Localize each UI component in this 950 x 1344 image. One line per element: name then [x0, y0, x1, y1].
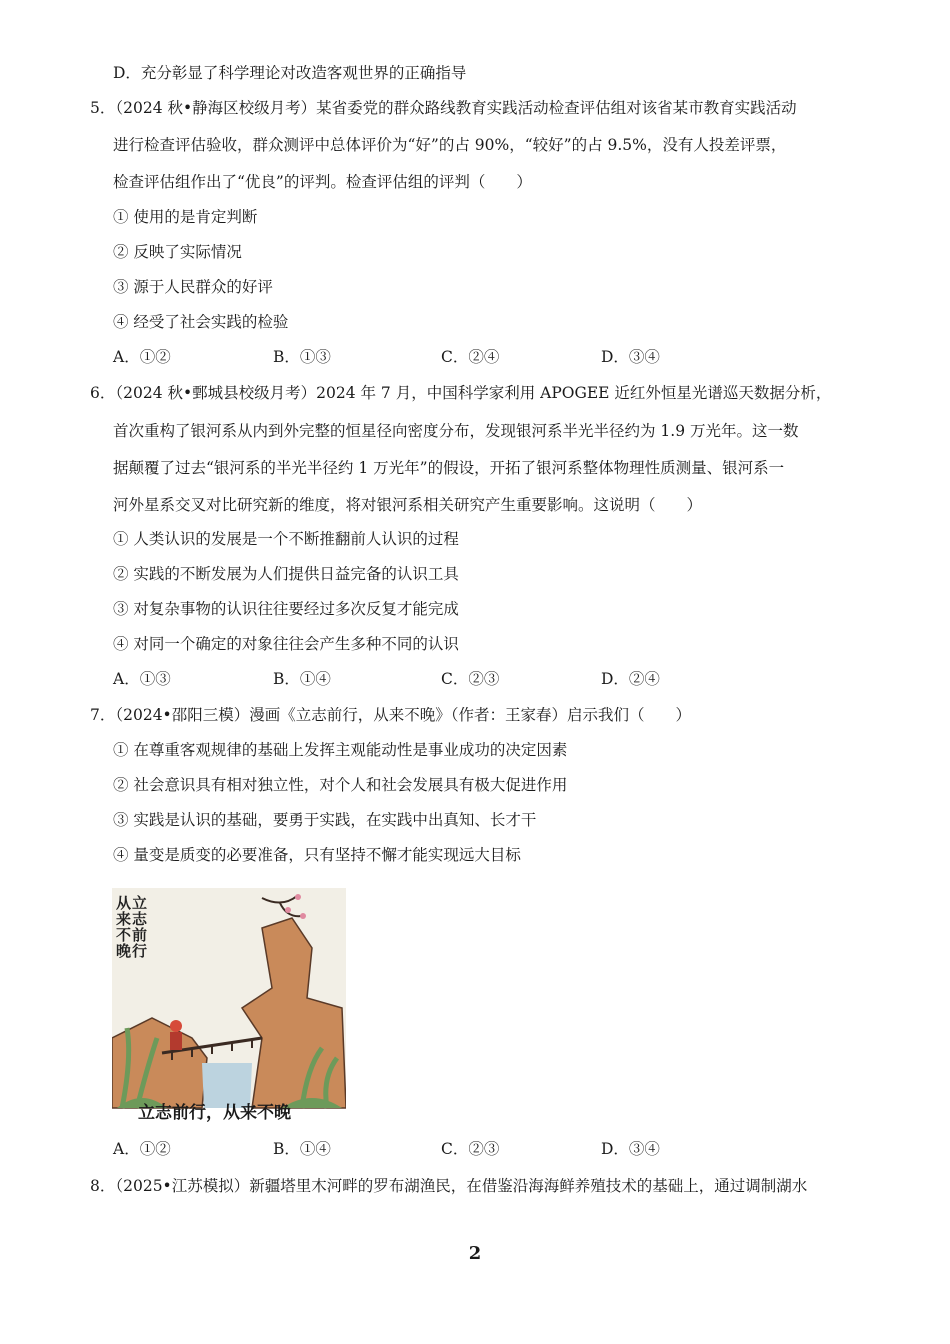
q6-option-d[interactable]: D．②④: [601, 670, 660, 688]
q5-statement-4: ④ 经受了社会实践的检验: [113, 313, 289, 331]
svg-text:立: 立: [132, 894, 148, 912]
q7-statement-1: ① 在尊重客观规律的基础上发挥主观能动性是事业成功的决定因素: [113, 741, 568, 759]
q5-line-1: 5．（2024 秋•静海区校级月考）某省委党的群众路线教育实践活动检查评估组对该省某市教育实践活动: [90, 99, 797, 117]
q6-line-4: 河外星系交叉对比研究新的维度，将对银河系相关研究产生重要影响。这说明（ ）: [113, 496, 703, 514]
q6-statement-1: ① 人类认识的发展是一个不断推翻前人认识的过程: [113, 530, 459, 548]
q5-option-d[interactable]: D．③④: [601, 348, 660, 366]
q6-line-3: 据颠覆了过去“银河系的半光半径约 1 万光年”的假设，开拓了银河系整体物理性质测量、银河系一: [113, 459, 785, 477]
q6-statement-2: ② 实践的不断发展为人们提供日益完备的认识工具: [113, 565, 459, 583]
q5-statement-1: ① 使用的是肯定判断: [113, 208, 258, 226]
page-number: 2: [468, 1243, 482, 1264]
svg-text:志: 志: [132, 910, 148, 928]
comic-vertical-title: [116, 894, 148, 960]
svg-text:前: 前: [132, 926, 148, 944]
q5-option-b[interactable]: B．①③: [273, 348, 331, 366]
svg-text:行: 行: [132, 942, 148, 960]
q5-line-2: 进行检查评估验收，群众测评中总体评价为“好”的占 90%，“较好”的占 9.5%，没有人投差评票，: [113, 136, 787, 154]
q7-option-a[interactable]: A．①②: [113, 1140, 171, 1158]
q7-statement-4: ④ 量变是质变的必要准备，只有坚持不懈才能实现远大目标: [113, 846, 521, 864]
q6-line-1: 6．（2024 秋•鄄城县校级月考）2024 年 7 月，中国科学家利用 APOGEE 近红外恒星光谱巡天数据分析，: [90, 384, 832, 402]
q5-line-3: 检查评估组作出了“优良”的评判。检查评估组的评判（ ）: [113, 173, 532, 191]
q6-line-2: 首次重构了银河系从内到外完整的恒星径向密度分布，发现银河系半光半径约为 1.9 万光年。这一数: [113, 422, 799, 440]
q6-options: [113, 668, 813, 690]
q7-options: [113, 1138, 813, 1160]
q7-statement-2: ② 社会意识具有相对独立性，对个人和社会发展具有极大促进作用: [113, 776, 568, 794]
q5-statement-2: ② 反映了实际情况: [113, 243, 242, 261]
q7-statement-3: ③ 实践是认识的基础，要勇于实践，在实践中出真知、长才干: [113, 811, 537, 829]
q5-options: [113, 346, 813, 368]
q6-option-b[interactable]: B．①④: [273, 670, 331, 688]
q7-option-d[interactable]: D．③④: [601, 1140, 660, 1158]
svg-text:不: 不: [116, 926, 132, 944]
q8-line-1: 8．（2025•江苏模拟）新疆塔里木河畔的罗布湖渔民，在借鉴沿海海鲜养殖技术的基础上，通过调制湖水: [90, 1177, 808, 1195]
q5-statement-3: ③ 源于人民群众的好评: [113, 278, 273, 296]
svg-text:从: 从: [116, 894, 132, 912]
q7-line-1: 7．（2024•邵阳三模）漫画《立志前行，从来不晚》（作者：王家春）启示我们（ ）: [90, 706, 691, 724]
q6-option-c[interactable]: C．②③: [441, 670, 500, 688]
q6-option-a[interactable]: A．①③: [113, 670, 171, 688]
q5-option-a[interactable]: A．①②: [113, 348, 171, 366]
comic-caption: 立志前行，从来不晚: [138, 1103, 291, 1123]
svg-text:来: 来: [116, 910, 132, 928]
option-d-text: D．充分彰显了科学理论对改造客观世界的正确指导: [113, 64, 467, 82]
q5-option-c[interactable]: C．②④: [441, 348, 500, 366]
comic-illustration: [112, 878, 346, 1118]
svg-text:晚: 晚: [116, 942, 132, 960]
q7-option-c[interactable]: C．②③: [441, 1140, 500, 1158]
q6-statement-4: ④ 对同一个确定的对象往往会产生多种不同的认识: [113, 635, 459, 653]
q7-option-b[interactable]: B．①④: [273, 1140, 331, 1158]
q6-statement-3: ③ 对复杂事物的认识往往要经过多次反复才能完成: [113, 600, 459, 618]
